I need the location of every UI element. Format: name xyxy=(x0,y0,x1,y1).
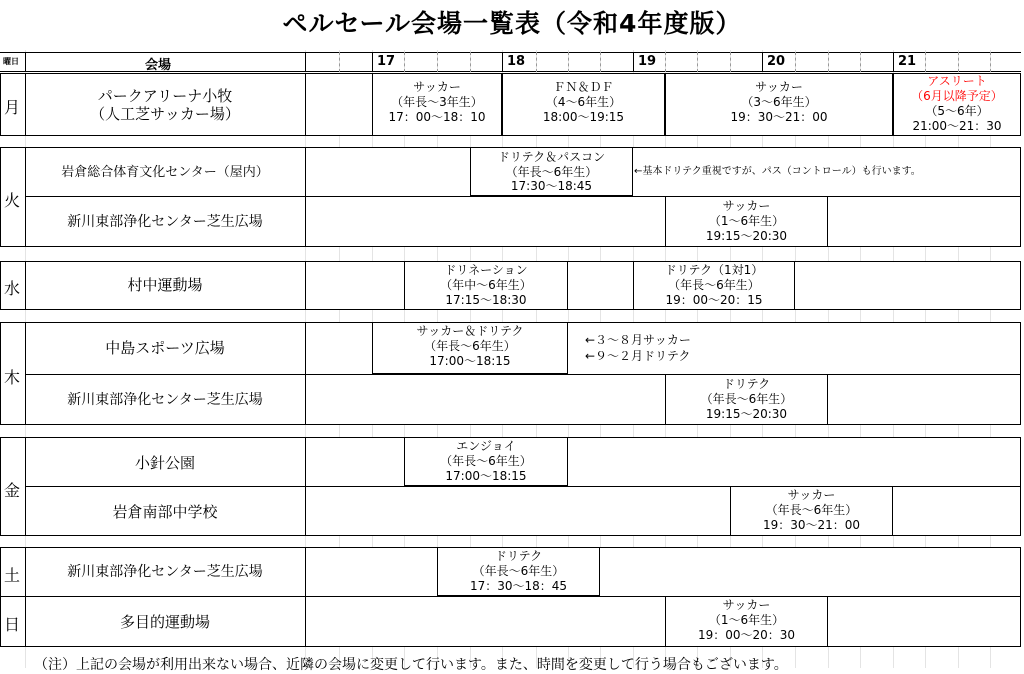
session-time: 17:00～18:15 xyxy=(429,354,511,368)
header-divider xyxy=(502,52,503,72)
session-name: サッカー xyxy=(722,598,771,612)
header-divider xyxy=(893,52,894,72)
session-grade: （年長～6年生） xyxy=(700,392,793,406)
cell-divider xyxy=(305,261,306,310)
session-grade: （年長～3年生） xyxy=(391,95,483,109)
session-grade: （年長～6年生） xyxy=(424,339,516,353)
session-time: 17：00～18：10 xyxy=(388,110,486,124)
header-divider xyxy=(404,52,405,72)
session-time: 17：30～18：45 xyxy=(469,579,568,593)
header-divider xyxy=(990,52,991,72)
venue-shinkawa-east: 新川東部浄化センター芝生広場 xyxy=(67,214,263,230)
day-saturday: 土 xyxy=(3,566,20,585)
session-time: 17:15～18:30 xyxy=(445,293,527,307)
session-grade: （5～6年） xyxy=(925,104,989,118)
venue-multipurpose-ground: 多目的運動場 xyxy=(119,613,210,631)
session-box xyxy=(437,547,600,596)
header-divider xyxy=(633,52,634,72)
session-name: ドリテク xyxy=(494,549,543,563)
hour-19: 19 xyxy=(638,54,657,69)
session-name: ＦＮ＆ＤＦ xyxy=(553,80,614,94)
page-title: ペルセール会場一覧表（令和4年度版） xyxy=(282,9,742,38)
session-box xyxy=(404,261,568,310)
header-divider xyxy=(568,52,569,72)
footnote: （注）上記の会場が利用出来ない場合、近隣の会場に変更して行います。また、時間を変更して行う場合もございます。 xyxy=(34,657,788,673)
session-box xyxy=(633,261,795,310)
header-divider xyxy=(795,52,796,72)
day-tuesday: 火 xyxy=(3,191,20,210)
venue-shinkawa-east: 新川東部浄化センター芝生広場 xyxy=(67,564,263,580)
row-divider xyxy=(0,596,1021,597)
header-divider xyxy=(600,52,601,72)
session-box xyxy=(372,73,502,136)
day-monday: 月 xyxy=(3,98,20,117)
header-divider xyxy=(437,52,438,72)
hour-18: 18 xyxy=(507,54,526,69)
session-box-athlete xyxy=(893,73,1021,136)
venue-kobari-park: 小針公園 xyxy=(134,454,195,472)
venue-muranaka: 村中運動場 xyxy=(127,276,203,294)
row-divider xyxy=(25,196,1021,197)
session-grade: （年長～6年生） xyxy=(765,503,858,517)
session-name: アスリート xyxy=(927,74,987,88)
venue-shinkawa-east: 新川東部浄化センター芝生広場 xyxy=(67,392,263,408)
header-divider xyxy=(730,52,731,72)
hour-17: 17 xyxy=(377,54,396,69)
header-divider xyxy=(305,52,306,72)
session-name: ドリテク xyxy=(722,377,771,391)
header-divider xyxy=(665,52,666,72)
day-wednesday: 水 xyxy=(3,279,20,298)
header-divider xyxy=(25,52,26,72)
session-box xyxy=(665,596,828,647)
header-divider xyxy=(762,52,763,72)
row-divider xyxy=(25,374,1021,375)
venue-nakajima-sports: 中島スポーツ広場 xyxy=(105,339,225,357)
venue-iwakura-sogo: 岩倉総合体育文化センター（屋内） xyxy=(61,165,269,180)
venue-line: （人工芝サッカー場） xyxy=(90,105,240,123)
session-grade: （年長～6年生） xyxy=(505,164,598,179)
session-box xyxy=(665,374,828,425)
header-divider xyxy=(536,52,537,72)
session-box xyxy=(372,322,568,374)
cell-divider xyxy=(305,547,306,647)
annotation-line: ←９～２月ドリテク xyxy=(585,349,691,363)
cell-divider xyxy=(25,547,26,647)
session-time: 17:30～18:45 xyxy=(510,179,593,193)
session-time: 19:15～20:30 xyxy=(705,229,788,243)
annotation-text: ←基本ドリテク重視ですが、パス（コントロール）も行います。 xyxy=(634,166,921,177)
cell-divider xyxy=(305,147,306,247)
session-box xyxy=(404,437,568,486)
session-time: 19：30～21：00 xyxy=(762,518,861,532)
session-time: 19：30～21：00 xyxy=(730,110,828,124)
session-grade: （年長～6年生） xyxy=(472,564,565,578)
venue-park-arena-komaki xyxy=(25,87,305,123)
annotation-text xyxy=(585,332,691,364)
header-divider xyxy=(372,52,373,72)
header-divider xyxy=(697,52,698,72)
session-grade: （1～6年生） xyxy=(708,613,785,627)
session-box xyxy=(665,196,828,247)
venue-header: 会場 xyxy=(145,58,172,73)
annotation-line: ←３～８月サッカー xyxy=(585,333,691,347)
session-grade: （年長～6年生） xyxy=(440,454,532,468)
session-name: サッカー xyxy=(722,199,771,213)
session-name: サッカー xyxy=(413,80,461,94)
session-name: ドリネーション xyxy=(444,263,528,277)
day-friday: 金 xyxy=(3,481,20,500)
hour-21: 21 xyxy=(898,54,917,69)
cell-divider xyxy=(25,147,26,247)
session-grade: （年長～6年生） xyxy=(668,278,760,292)
day-thursday: 木 xyxy=(3,368,20,387)
session-name: ドリテク（1対1） xyxy=(664,263,764,277)
session-name: サッカー xyxy=(755,80,803,94)
session-grade: （4～6年生） xyxy=(545,95,622,109)
session-time: 19:15～20:30 xyxy=(705,407,788,421)
header-divider xyxy=(470,52,471,72)
header-divider xyxy=(339,52,340,72)
hour-20: 20 xyxy=(767,54,786,69)
session-box xyxy=(502,73,665,136)
session-name: エンジョイ xyxy=(456,439,516,453)
session-time: 19：00～20：15 xyxy=(665,293,763,307)
venue-line: パークアリーナ小牧 xyxy=(97,87,233,105)
session-name: サッカー xyxy=(787,488,836,502)
session-box xyxy=(470,147,633,196)
session-box xyxy=(665,73,893,136)
header-divider xyxy=(925,52,926,72)
session-grade: （年中～6年生） xyxy=(440,278,532,292)
session-time: 19：00～20：30 xyxy=(697,628,796,642)
session-name: サッカー＆ドリテク xyxy=(416,324,524,338)
session-note: （6月以降予定） xyxy=(911,89,1003,103)
day-sunday: 日 xyxy=(3,615,20,634)
session-grade: （3～6年生） xyxy=(741,95,817,109)
session-box xyxy=(730,486,893,536)
weekday-header: 曜日 xyxy=(3,57,19,66)
header-divider xyxy=(860,52,861,72)
header-divider xyxy=(958,52,959,72)
session-time: 18:00～19:15 xyxy=(542,110,625,124)
venue-iwakura-south-jhs: 岩倉南部中学校 xyxy=(112,503,218,521)
session-time: 21:00～21：30 xyxy=(912,119,1002,133)
session-time: 17:00～18:15 xyxy=(445,469,527,483)
session-grade: （1～6年生） xyxy=(708,214,785,228)
session-name: ドリテク＆パスコン xyxy=(497,150,606,164)
cell-divider xyxy=(305,73,306,136)
header-divider xyxy=(828,52,829,72)
